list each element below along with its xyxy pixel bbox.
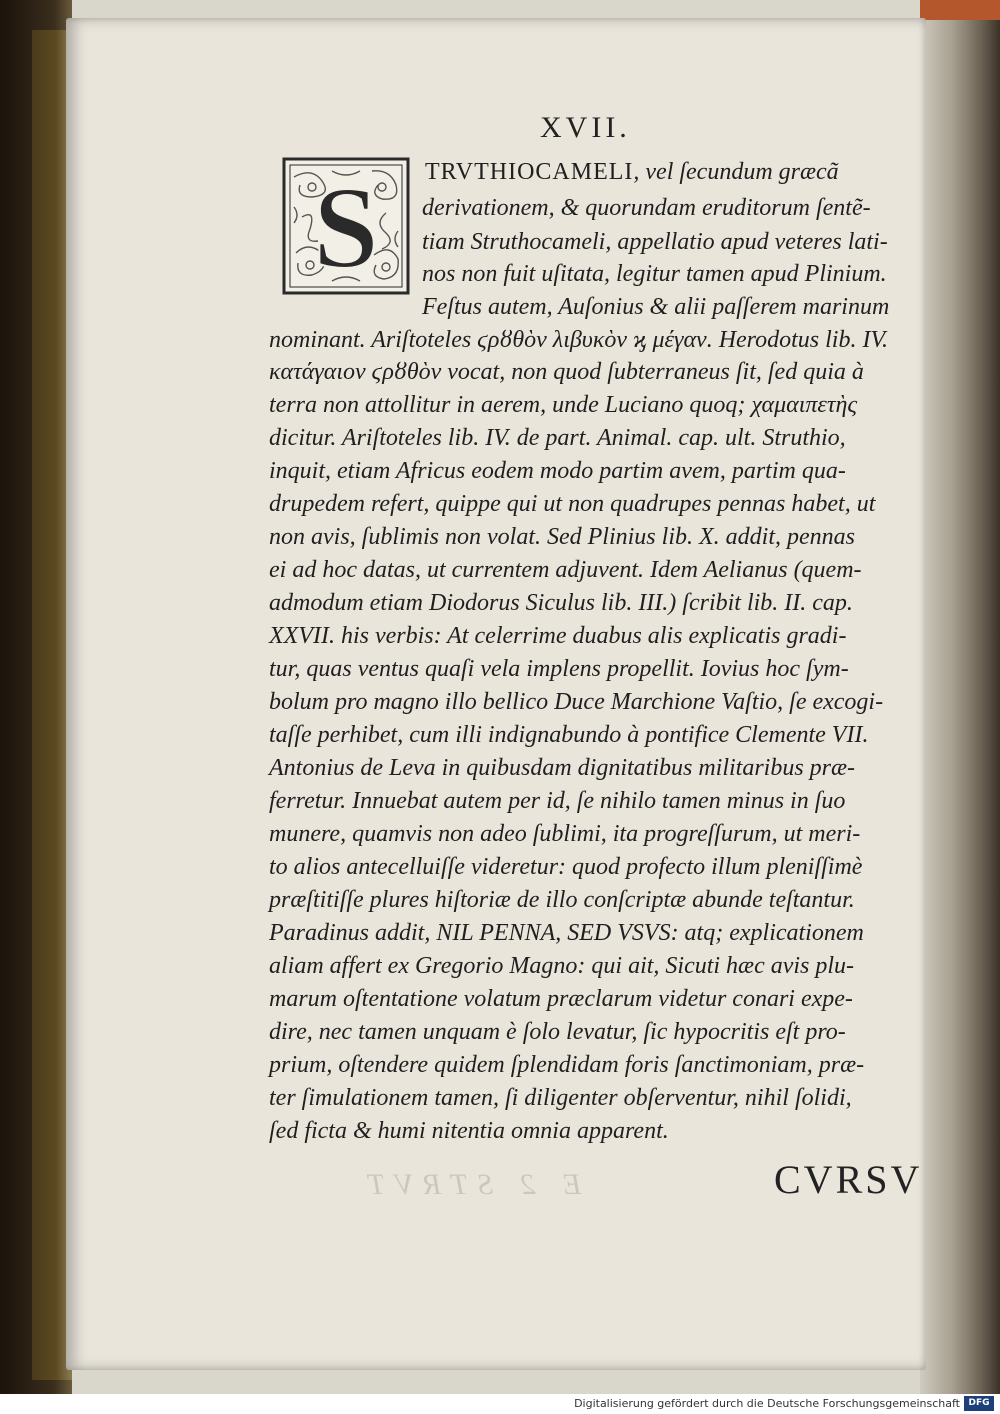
text-line: drupedem refert, quippe qui ut non quadrupes pennas habet, ut bbox=[269, 491, 876, 517]
book-tab bbox=[920, 0, 1000, 20]
show-through-text: E 2 STRVT bbox=[358, 1168, 582, 1201]
dfg-logo: DFG bbox=[964, 1396, 994, 1411]
text-line: non avis, ſublimis non volat. Sed Plinius lib. X. addit, pennas bbox=[269, 524, 855, 550]
text-line: marum oſtentatione volatum præclarum videtur conari expe- bbox=[269, 986, 853, 1012]
catchword: CVRSV bbox=[774, 1157, 923, 1202]
text-line: tur, quas ventus quaſi vela implens propellit. Iovius hoc ſym- bbox=[269, 656, 849, 682]
text-line: munere, quamvis non adeo ſublimi, ita progreſſurum, ut meri- bbox=[269, 821, 861, 847]
footer-bar bbox=[0, 1394, 1000, 1414]
text-line: ferretur. Innuebat autem per id, ſe nihilo tamen minus in ſuo bbox=[269, 788, 846, 814]
text-line: TRVTHIOCAMELI, vel ſecundum græcã bbox=[425, 159, 839, 185]
text-line: Paradinus addit, NIL PENNA, SED VSVS: atq; explicationem bbox=[269, 920, 864, 946]
text-line: nominant. Ariſtoteles ϛρȣθὸν λιβυκὸν ϗ μέγαν. Herodotus lib. IV. bbox=[269, 327, 889, 353]
text-line: ei ad hoc datas, ut currentem adjuvent. Idem Aelianus (quem- bbox=[269, 557, 862, 583]
text-line: tiam Struthocameli, appellatio apud veteres lati- bbox=[422, 229, 888, 255]
text-line: Antonius de Leva in quibusdam dignitatibus militaribus præ- bbox=[269, 755, 856, 781]
text-line: derivationem, & quorundam eruditorum ſentẽ- bbox=[422, 195, 871, 221]
text-line: bolum pro magno illo bellico Duce Marchione Vaſtio, ſe excogi- bbox=[269, 689, 884, 715]
text-line: admodum etiam Diodorus Siculus lib. III.) ſcribit lib. II. cap. bbox=[269, 590, 853, 616]
initial-letter: S bbox=[313, 162, 379, 293]
text-line: κατάγαιον ϛρȣθὸν vocat, non quod ſubterraneus ſit, ſed quia à bbox=[269, 359, 864, 385]
decorated-initial bbox=[282, 157, 410, 295]
text-line: terra non attollitur in aerem, unde Luciano quoq; χαμαιπετὴς bbox=[269, 392, 858, 418]
text-line: prium, oſtendere quidem ſplendidam foris ſanctimoniam, præ- bbox=[269, 1052, 865, 1078]
text-line: to alios antecelluiſſe videretur: quod profecto illum pleniſſimè bbox=[269, 854, 863, 880]
page-heading: XVII. bbox=[540, 111, 631, 144]
text-line: ſed ficta & humi nitentia omnia apparent. bbox=[269, 1118, 669, 1144]
text-line: Feſtus autem, Auſonius & alii paſſerem marinum bbox=[422, 294, 890, 320]
text-line: inquit, etiam Africus eodem modo partim avem, partim qua- bbox=[269, 458, 846, 484]
text-line: XXVII. his verbis: At celerrime duabus alis explicatis gradi- bbox=[269, 623, 847, 649]
text-line: taſſe perhibet, cum illi indignabundo à pontifice Clemente VII. bbox=[269, 722, 869, 748]
text-line: præſtitiſſe plures hiſtoriæ de illo conſcriptæ abunde teſtantur. bbox=[269, 887, 855, 913]
text-line: aliam affert ex Gregorio Magno: qui ait, Sicuti hæc avis plu- bbox=[269, 953, 855, 979]
text-line: ter ſimulationem tamen, ſi diligenter obſerventur, nihil ſolidi, bbox=[269, 1085, 852, 1111]
text-line: dicitur. Ariſtoteles lib. IV. de part. Animal. cap. ult. Struthio, bbox=[269, 425, 846, 451]
footer-credit: Digitalisierung gefördert durch die Deutsche Forschungsgemeinschaft bbox=[574, 1397, 960, 1410]
text-line: dire, nec tamen unquam è ſolo levatur, ſic hypocritis eſt pro- bbox=[269, 1019, 846, 1045]
text-line: nos non fuit uſitata, legitur tamen apud Plinium. bbox=[422, 261, 887, 287]
